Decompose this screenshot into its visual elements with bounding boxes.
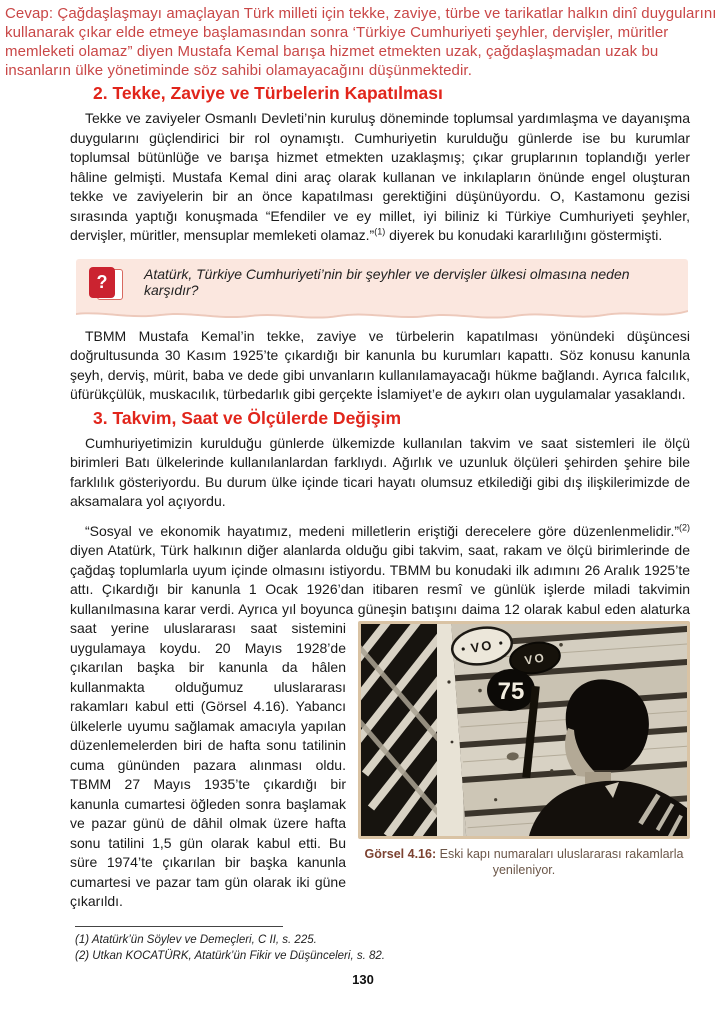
page-content — [70, 83, 690, 964]
question-box — [76, 259, 688, 306]
footnote-1: (1) Atatürk’ün Söylev ve Demeçleri, C II, s. 225. — [75, 933, 317, 946]
question-text: Atatürk, Türkiye Cumhuriyeti’nin bir şeyhler ve dervişler ülkesi olmasına neden karşıdır? — [144, 266, 630, 298]
figure-gorsel-4-16 — [358, 621, 690, 878]
paragraph-tekke-zaviye — [70, 109, 690, 246]
section-heading-takvim: 3. Takvim, Saat ve Ölçülerde Değişim — [93, 407, 402, 428]
figure-caption — [358, 846, 690, 878]
handwritten-answer-note: Cevap: Çağdaşlaşmayı amaçlayan Türk milleti için tekke, zaviye, türbe ve tarikatlar halkın dinî duygularını kullanarak çıkar elde etmeye başlamasından sonra ‘Türkiye Cumhuriyeti şeyhler, dervişler, müritler memleketi olamaz” diyen Mustafa Kemal barışa hizmet etmekten uzak, çağdaşlaşmadan uzak bu insanların ülke yönetiminde söz sahibi olamayacağını düşünmektedir. — [5, 5, 717, 79]
door-plate-vo-1: VO — [469, 637, 495, 656]
footnote-ref-2: (2) — [679, 521, 690, 532]
paragraph-tbmm-kanun: TBMM Mustafa Kemal’in tekke, zaviye ve türbelerin kapatılması yönündeki düşüncesi doğrultusunda 30 Kasım 1925’te çıkardığı bir kanunla bu kurumları kapattı. Söz konusu kanunla şeyh, derviş, mürit, baba ve dede gibi unvanların kullanılamayacağı hükme bağlandı. Ayrıca falcılık, üfürükçülük, muskacılık, türbedarlık gibi gerçekte İslamiyet’e de aykırı olan uygulamalar yasaklandı. — [70, 327, 690, 402]
footnote-divider — [75, 926, 283, 927]
photo-old-door-numbers — [358, 621, 690, 839]
footnote-ref-1: (1) — [374, 226, 386, 237]
paragraph-text-wrapped: uluslararası saat sistemini uygulamaya koydu. 20 Mayıs 1928’de çıkarılan başka bir kanunla da hâlen kullanmakta olduğumuz uluslararası rakamları kabul etti (Görsel 4.16). Yabancı ülkelerle uyumu sağlamak amacıyla yapılan düzenlemelerden biri de hafta sonu tatilinin cuma gününden pazara alınması oldu. TBMM 27 Mayıs 1935’te çıkardığı bir kanunla cumartesi öğleden sonra başlamak ve pazar günü de dâhil olmak üzere hafta sonu tatilini 1,5 gün olarak kabul etti. Bu süre 1974’te çıkarılan bir başka kanunla cumartesi ve pazar tam gün olarak iki güne çıkarıldı. — [70, 620, 346, 909]
question-mark-glyph: ? — [89, 267, 115, 298]
section-heading-tekke: 2. Tekke, Zaviye ve Türbelerin Kapatılması — [93, 83, 443, 103]
paragraph-quote: “Sosyal ve ekonomik hayatımız, medeni milletlerin eriştiği derecelere göre düzenlenmelidir.” — [85, 522, 679, 539]
paragraph-text: Tekke ve zaviyeler Osmanlı Devleti’nin kuruluş döneminde toplumsal yardımlaşma ve dayanışma duygularını güçlendirici bir rol oynamıştı. Cumhuriyetin kurulduğu günlerde ise bu kurumlar toplumsal bütünlüğe ve barışa hizmet etmekten uzaklaşmış; çıkar gruplarının toplandığı yerler hâline gelmişti. Mustafa Kemal dini araç olarak kullanan ve inkılapların önünde engel oluşturan tekke ve zaviyelerin bir an önce kapatılması gerektiğini düşünüyordu. O, Kastamonu gezisi sırasında yaptığı konuşmada “Efendiler ve ey millet, iyi biliniz ki Türkiye Cumhuriyeti şeyhler, dervişler, müritler, mensuplar memleketi olamaz.” — [70, 110, 690, 243]
footnotes — [75, 926, 690, 964]
question-book-icon — [89, 267, 125, 301]
paragraph-text: diyen Atatürk, Türk halkının diğer alanlarda olduğu gibi takvim, saat, rakam ve ölçü birimlerinde de çağdaş toplumlarla uyum içinde olmasını istiyordu. TBMM bu konudaki ilk adımını 26 Aralık 1925’te attı. Çıkardığı bir kanunla 1 Ocak 1926’dan itibaren resmî ve günlük işlerde miladi takvimin kullanılmasına karar verdi. Ayrıca yıl boyunca güneşin batışını daima 12 olarak kabul eden alaturka saat yerine — [70, 542, 690, 636]
figure-caption-label: Görsel 4.16: — [364, 847, 437, 861]
footnote-2: (2) Utkan KOCATÜRK, Atatürk’ün Fikir ve Düşünceleri, s. 82. — [75, 949, 385, 962]
figure-caption-text: Eski kapı numaraları uluslararası rakamlarla yenileniyor. — [439, 847, 684, 877]
paragraph-olcu-birimleri: Cumhuriyetimizin kurulduğu günlerde ülkemizde kullanılan takvim ve saat sistemleri ile ölçü birimleri Batı ülkelerinde kullanılanlardan farklıydı. Ağırlık ve uzunluk ölçüleri şehirden şehire bile farklılık gösteriyordu. Bu durum ülke içinde ticari hayatı olumsuz etkilediği gibi dış ilişkilerimizde de aksamalara yol açıyordu. — [70, 434, 690, 509]
page-number: 130 — [352, 971, 374, 987]
photo-illustration — [361, 624, 687, 836]
door-plate-vo-2: VO — [523, 650, 547, 668]
paragraph-takvim-reformu — [70, 522, 690, 912]
door-number-75: 75 — [497, 678, 525, 705]
torn-paper-edge — [76, 306, 688, 320]
paragraph-text: diyerek bu konudaki kararlılığını göstermişti. — [385, 227, 663, 243]
